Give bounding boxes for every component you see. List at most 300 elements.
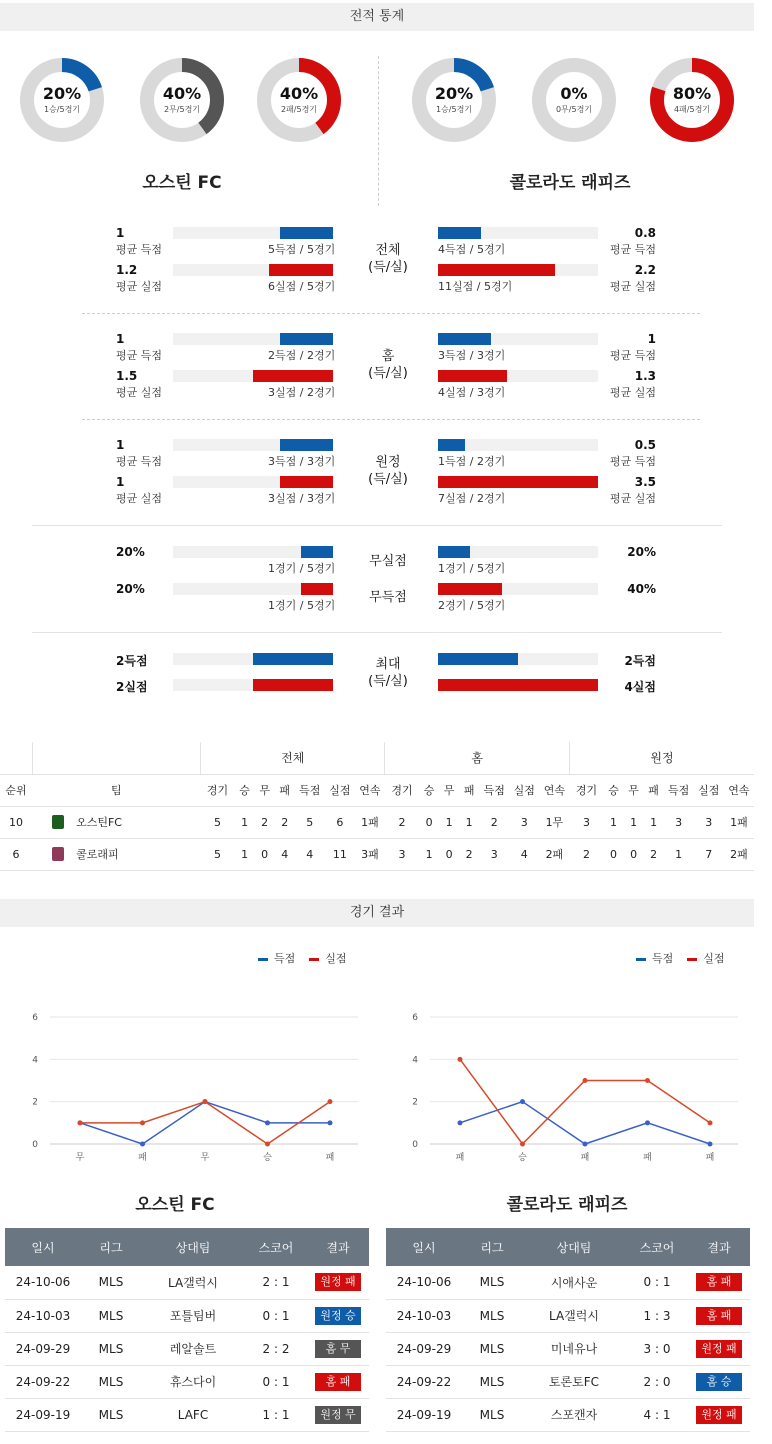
standings-col-header: 무 [628, 784, 639, 797]
standings-row [0, 806, 754, 838]
result-badge: 홈 패 [696, 1273, 742, 1291]
away-avg-value: 1 [647, 332, 656, 346]
home-avg-label: 평균 득점 [116, 243, 163, 256]
result-date: 24-10-06 [386, 1266, 462, 1299]
results-col-header: 결과 [307, 1228, 369, 1266]
standings-cell: 1 [630, 815, 638, 829]
home-count: 3실점 / 3경기 [268, 492, 336, 505]
standings-col-header: 무 [259, 784, 270, 797]
standings-col-header: 실점 [329, 784, 351, 797]
away-avg-value: 0.5 [634, 438, 656, 452]
standings-team[interactable] [32, 806, 200, 838]
standings-cell: 5 [306, 815, 314, 829]
result-date: 24-09-22 [386, 1365, 462, 1398]
home-avg-value: 1.2 [116, 263, 138, 277]
team-crest-icon [52, 815, 64, 829]
home-avg-label: 평균 득점 [116, 349, 163, 362]
away-count: 3득점 / 3경기 [438, 349, 506, 362]
away-max-value: 2득점 [624, 654, 656, 668]
away-clean-count: 1경기 / 5경기 [438, 562, 506, 575]
donut-subtext: 4패/5경기 [673, 105, 711, 114]
away-clean-count: 2경기 / 5경기 [438, 599, 506, 612]
away-bar [438, 439, 465, 451]
away-team-title: 콜로라도 래피즈 [509, 173, 631, 193]
home-bar [253, 653, 333, 665]
result-score: 1 : 1 [245, 1398, 307, 1431]
standings-cell: 1패 [361, 816, 379, 829]
home-avg-label: 평균 실점 [116, 386, 163, 399]
standings-col-header: 팀 [110, 784, 122, 797]
data-point [458, 1057, 463, 1062]
standings-cell: 1 [650, 815, 658, 829]
away-avg-label: 평균 실점 [609, 386, 656, 399]
team-crest-icon [52, 847, 64, 861]
standings-cell: 3패 [361, 848, 379, 861]
result-opponent: 토론토FC [522, 1365, 626, 1398]
donut-percent: 0% [560, 84, 588, 103]
results-row [5, 1398, 369, 1431]
standings-col-header: 연속 [359, 784, 381, 797]
result-league: MLS [462, 1365, 522, 1398]
results-row [386, 1332, 750, 1365]
group-label-line2: (득/실) [368, 366, 408, 381]
donut-subtext: 1승/5경기 [43, 105, 81, 114]
away-avg-value: 1.3 [634, 369, 656, 383]
no-score-label: 무득점 [369, 590, 407, 605]
max-label [348, 656, 428, 690]
standings-header-row [0, 774, 754, 806]
y-tick-label: 6 [412, 1013, 418, 1023]
legend-scored-label: 득점 [274, 952, 296, 965]
group-label-line1: 전체 [375, 243, 401, 258]
result-score: 2 : 2 [245, 1332, 307, 1365]
result-date: 24-09-29 [5, 1332, 81, 1365]
result-date: 24-09-22 [5, 1365, 81, 1398]
standings-cell: 2 [650, 847, 658, 861]
data-point [265, 1120, 270, 1125]
x-tick-label: 승 [518, 1153, 527, 1163]
away-clean-value: 20% [627, 545, 656, 559]
form-donut [650, 58, 734, 142]
standings-col-header: 연속 [543, 784, 566, 797]
away-clean-value: 40% [627, 582, 656, 596]
results-col-header: 리그 [81, 1228, 141, 1266]
away-bar [438, 653, 518, 665]
standings-cell: 2 [281, 815, 289, 829]
result-date: 24-09-19 [386, 1398, 462, 1431]
center-divider [378, 56, 379, 206]
home-clean-count: 1경기 / 5경기 [268, 599, 336, 612]
group-divider [82, 313, 700, 314]
standings-blank [0, 742, 32, 774]
group-label-line2: (득/실) [368, 472, 408, 487]
y-tick-label: 0 [412, 1140, 418, 1150]
standings-cell: 2패 [730, 848, 748, 861]
away-avg-label: 평균 실점 [609, 492, 656, 505]
standings-group-2: 원정 [650, 751, 674, 766]
x-tick-label: 패 [325, 1153, 335, 1163]
standings-cell: 4 [520, 847, 528, 861]
home-count: 2득점 / 2경기 [268, 349, 336, 362]
result-league: MLS [81, 1299, 141, 1332]
legend-scored-label: 득점 [652, 952, 674, 965]
standings-cell: 1 [445, 815, 453, 829]
home-bar [301, 546, 333, 558]
result-score: 3 : 0 [626, 1332, 688, 1365]
result-league: MLS [462, 1299, 522, 1332]
result-cell [688, 1332, 750, 1365]
results-col-header: 일시 [5, 1228, 81, 1266]
result-badge: 원정 무 [315, 1406, 361, 1424]
chart-legend-away [636, 950, 725, 966]
standings-col-header: 경기 [391, 784, 413, 797]
standings-cell: 3 [675, 815, 683, 829]
home-avg-label: 평균 실점 [116, 280, 163, 293]
standings-cell: 0 [261, 847, 269, 861]
away-bar [438, 583, 502, 595]
data-point [583, 1142, 588, 1147]
home-count: 5득점 / 5경기 [268, 243, 336, 256]
result-opponent: 휴스다이 [141, 1365, 245, 1398]
home-clean-value: 20% [116, 545, 145, 559]
home-bar [301, 583, 333, 595]
standings-col-header: 승 [608, 784, 619, 797]
group-label-line1: 원정 [375, 455, 401, 470]
standings-table-wrap [0, 742, 754, 871]
home-max-value: 2실점 [116, 680, 148, 694]
standings-col-header: 패 [648, 784, 659, 797]
home-avg-value: 1 [116, 475, 125, 489]
data-point [140, 1120, 145, 1125]
data-point [645, 1078, 650, 1083]
donut-percent: 80% [672, 84, 712, 103]
results-row [5, 1332, 369, 1365]
clean-sheet-label: 무실점 [369, 554, 407, 569]
standings-cell: 3 [520, 815, 528, 829]
data-point [458, 1120, 463, 1125]
standings-table [0, 742, 754, 871]
group-label [348, 454, 428, 488]
standings-col-header: 승 [239, 784, 250, 797]
result-date: 24-09-29 [386, 1332, 462, 1365]
result-badge: 원정 패 [696, 1340, 742, 1358]
x-tick-label: 패 [138, 1153, 147, 1163]
donut-subtext: 2패/5경기 [280, 105, 318, 114]
home-count: 3득점 / 3경기 [268, 455, 336, 468]
standings-team-name: 오스틴FC [76, 816, 122, 829]
result-date: 24-10-03 [5, 1299, 81, 1332]
results-col-header: 스코어 [626, 1228, 688, 1266]
result-score: 1 : 3 [626, 1299, 688, 1332]
result-league: MLS [81, 1398, 141, 1431]
home-bar [253, 370, 333, 382]
results-row [386, 1299, 750, 1332]
away-count: 11실점 / 5경기 [438, 280, 513, 293]
data-point [328, 1099, 333, 1104]
home-bar [280, 227, 333, 239]
data-point [265, 1142, 270, 1147]
result-opponent: 미네유나 [522, 1332, 626, 1365]
x-tick-label: 무 [75, 1153, 85, 1163]
home-team-title: 오스틴 FC [142, 173, 222, 193]
away-bar [438, 370, 507, 382]
results-col-header: 상대팀 [141, 1228, 245, 1266]
y-tick-label: 4 [32, 1055, 38, 1066]
legend-blue-marker [636, 958, 646, 961]
max-label-line1: 최대 [375, 657, 401, 672]
standings-cell: 2 [261, 815, 269, 829]
donut-subtext: 2무/5경기 [163, 105, 201, 114]
y-tick-label: 2 [32, 1097, 38, 1108]
standings-cell: 3 [705, 815, 713, 829]
result-badge: 홈 패 [315, 1373, 361, 1391]
result-cell [307, 1332, 369, 1365]
away-avg-label: 평균 득점 [609, 349, 656, 362]
data-point [708, 1120, 713, 1125]
x-tick-label: 무 [200, 1153, 210, 1163]
max-label-line2: (득/실) [368, 674, 408, 689]
away-bar [438, 679, 598, 691]
result-badge: 원정 패 [315, 1273, 361, 1291]
result-league: MLS [81, 1266, 141, 1299]
standings-cell: 1 [425, 847, 433, 861]
data-point [645, 1120, 650, 1125]
result-cell [307, 1365, 369, 1398]
results-col-header: 결과 [688, 1228, 750, 1266]
x-tick-label: 패 [643, 1153, 652, 1163]
results-row [5, 1266, 369, 1299]
form-donut [412, 58, 496, 142]
result-badge: 홈 승 [696, 1373, 742, 1391]
standings-cell: 6 [336, 815, 344, 829]
result-opponent: LA갤럭시 [141, 1266, 245, 1299]
standings-cell: 4 [306, 847, 314, 861]
result-league: MLS [81, 1332, 141, 1365]
standings-cell: 1무 [545, 816, 564, 829]
x-tick-label: 승 [263, 1153, 272, 1163]
standings-cell: 5 [214, 815, 222, 829]
standings-col-header: 패 [463, 784, 475, 797]
standings-cell: 0 [630, 847, 638, 861]
home-avg-value: 1.5 [116, 369, 138, 383]
data-point [708, 1142, 713, 1147]
standings-group-row [0, 742, 754, 774]
standings-rank: 10 [9, 815, 24, 829]
standings-cell: 1 [675, 847, 683, 861]
standings-cell: 2 [490, 815, 498, 829]
section-divider [32, 632, 722, 633]
result-score: 2 : 0 [626, 1365, 688, 1398]
donut-subtext: 1승/5경기 [435, 105, 473, 114]
home-avg-value: 1 [116, 438, 125, 452]
group-label-line2: (득/실) [368, 260, 408, 275]
results-row [5, 1299, 369, 1332]
results-col-header: 스코어 [245, 1228, 307, 1266]
stats-section-title: 전적 통계 [0, 3, 754, 31]
standings-cell: 2패 [545, 848, 564, 861]
standings-cell: 1패 [730, 816, 748, 829]
standings-group-1: 홈 [385, 742, 569, 774]
standings-cell: 3 [398, 847, 406, 861]
result-date: 24-10-03 [386, 1299, 462, 1332]
standings-cell: 0 [445, 847, 453, 861]
home-clean-value: 20% [116, 582, 145, 596]
data-point [140, 1142, 145, 1147]
section-divider [32, 525, 722, 526]
group-label-line1: 홈 [381, 349, 395, 364]
result-date: 24-09-19 [5, 1398, 81, 1431]
results-col-header: 일시 [386, 1228, 462, 1266]
away-avg-value: 0.8 [634, 226, 656, 240]
results-header-row [5, 1228, 369, 1266]
result-opponent: 시애사운 [522, 1266, 626, 1299]
x-tick-label: 패 [580, 1153, 590, 1163]
standings-cell: 0 [610, 847, 618, 861]
result-cell [688, 1365, 750, 1398]
away-max-value: 4실점 [624, 680, 656, 694]
standings-col-header: 패 [279, 784, 291, 797]
home-bar [280, 476, 333, 488]
form-donut [140, 58, 224, 142]
standings-cell: 1 [465, 815, 473, 829]
home-max-value: 2득점 [116, 654, 148, 668]
result-badge: 원정 승 [315, 1307, 361, 1325]
standings-cell: 2 [465, 847, 473, 861]
result-badge: 원정 패 [696, 1406, 742, 1424]
away-avg-label: 평균 실점 [609, 280, 656, 293]
y-tick-label: 4 [412, 1055, 418, 1066]
away-bar [438, 546, 470, 558]
standings-group-0: 전체 [201, 742, 385, 774]
y-tick-label: 0 [32, 1140, 38, 1150]
away-avg-value: 3.5 [634, 475, 656, 489]
away-avg-value: 2.2 [634, 263, 656, 277]
standings-col-header: 순위 [5, 784, 27, 797]
group-label [348, 348, 428, 382]
standings-cell: 5 [214, 847, 222, 861]
legend-red-marker [687, 958, 697, 961]
result-badge: 홈 패 [696, 1307, 742, 1325]
form-donut [532, 58, 616, 142]
x-tick-label: 패 [455, 1153, 465, 1163]
data-point [203, 1099, 208, 1104]
standings-row [0, 838, 754, 870]
result-league: MLS [462, 1398, 522, 1431]
standings-col-header: 연속 [728, 784, 750, 797]
legend-red-marker [309, 958, 319, 961]
away-avg-label: 평균 득점 [609, 455, 656, 468]
standings-team-name: 콜로래피 [76, 848, 119, 861]
away-bar [438, 333, 491, 345]
result-cell [307, 1398, 369, 1431]
result-cell [688, 1398, 750, 1431]
standings-col-header: 무 [443, 784, 455, 797]
standings-col-header: 승 [423, 784, 435, 797]
standings-cell: 11 [332, 847, 347, 861]
away-count: 1득점 / 2경기 [438, 455, 506, 468]
chart-legend-home [258, 950, 347, 966]
result-score: 0 : 1 [245, 1299, 307, 1332]
data-point [78, 1120, 83, 1125]
y-tick-label: 2 [412, 1097, 418, 1108]
data-point [328, 1120, 333, 1125]
result-opponent: 포틀팀버 [141, 1299, 245, 1332]
home-avg-label: 평균 실점 [116, 492, 163, 505]
standings-cell: 3 [490, 847, 498, 861]
group-label [348, 242, 428, 276]
data-point [520, 1099, 525, 1104]
home-bar [253, 679, 333, 691]
x-tick-label: 패 [705, 1153, 715, 1163]
standings-cell: 2 [398, 815, 406, 829]
standings-col-header: 경기 [575, 784, 598, 797]
standings-col-header: 득점 [483, 784, 505, 797]
y-tick-label: 6 [32, 1013, 38, 1023]
result-opponent: LAFC [141, 1398, 245, 1431]
result-opponent: 레알솔트 [141, 1332, 245, 1365]
away-avg-label: 평균 득점 [609, 243, 656, 256]
result-opponent: 스포캔자 [522, 1398, 626, 1431]
group-divider [82, 419, 700, 420]
standings-team[interactable] [32, 838, 200, 870]
away-results-table [386, 1228, 750, 1432]
results-header-row [386, 1228, 750, 1266]
results-row [386, 1266, 750, 1299]
result-score: 0 : 1 [626, 1266, 688, 1299]
home-avg-value: 1 [116, 332, 125, 346]
result-score: 4 : 1 [626, 1398, 688, 1431]
home-avg-label: 평균 득점 [116, 455, 163, 468]
home-count: 3실점 / 2경기 [268, 386, 336, 399]
standings-col-header: 실점 [513, 784, 535, 797]
result-league: MLS [462, 1332, 522, 1365]
donut-percent: 20% [42, 84, 82, 103]
home-results-table [5, 1228, 369, 1432]
results-col-header: 상대팀 [522, 1228, 626, 1266]
standings-cell: 7 [705, 847, 713, 861]
result-date: 24-10-06 [5, 1266, 81, 1299]
result-cell [688, 1299, 750, 1332]
legend-conceded-label: 실점 [325, 952, 347, 965]
home-bar [280, 439, 333, 451]
donut-percent: 40% [279, 84, 319, 103]
standings-cell: 1 [610, 815, 618, 829]
standings-col-header: 득점 [299, 784, 321, 797]
result-league: MLS [462, 1266, 522, 1299]
result-opponent: LA갤럭시 [522, 1299, 626, 1332]
away-bar [438, 476, 598, 488]
result-badge: 홈 무 [315, 1340, 361, 1358]
legend-blue-marker [258, 958, 268, 961]
standings-cell: 2 [582, 847, 590, 861]
standings-cell: 1 [241, 847, 249, 861]
home-count: 6실점 / 5경기 [268, 280, 336, 293]
home-results-title: 오스틴 FC [135, 1195, 215, 1215]
results-col-header: 리그 [462, 1228, 522, 1266]
results-row [386, 1365, 750, 1398]
data-point [520, 1142, 525, 1147]
result-cell [307, 1299, 369, 1332]
result-score: 0 : 1 [245, 1365, 307, 1398]
result-score: 2 : 1 [245, 1266, 307, 1299]
standings-col-header: 득점 [668, 784, 690, 797]
results-row [5, 1365, 369, 1398]
home-form-chart [20, 1000, 370, 1170]
home-clean-count: 1경기 / 5경기 [268, 562, 336, 575]
standings-col-header: 실점 [698, 784, 720, 797]
form-donut [257, 58, 341, 142]
away-bar [438, 264, 555, 276]
